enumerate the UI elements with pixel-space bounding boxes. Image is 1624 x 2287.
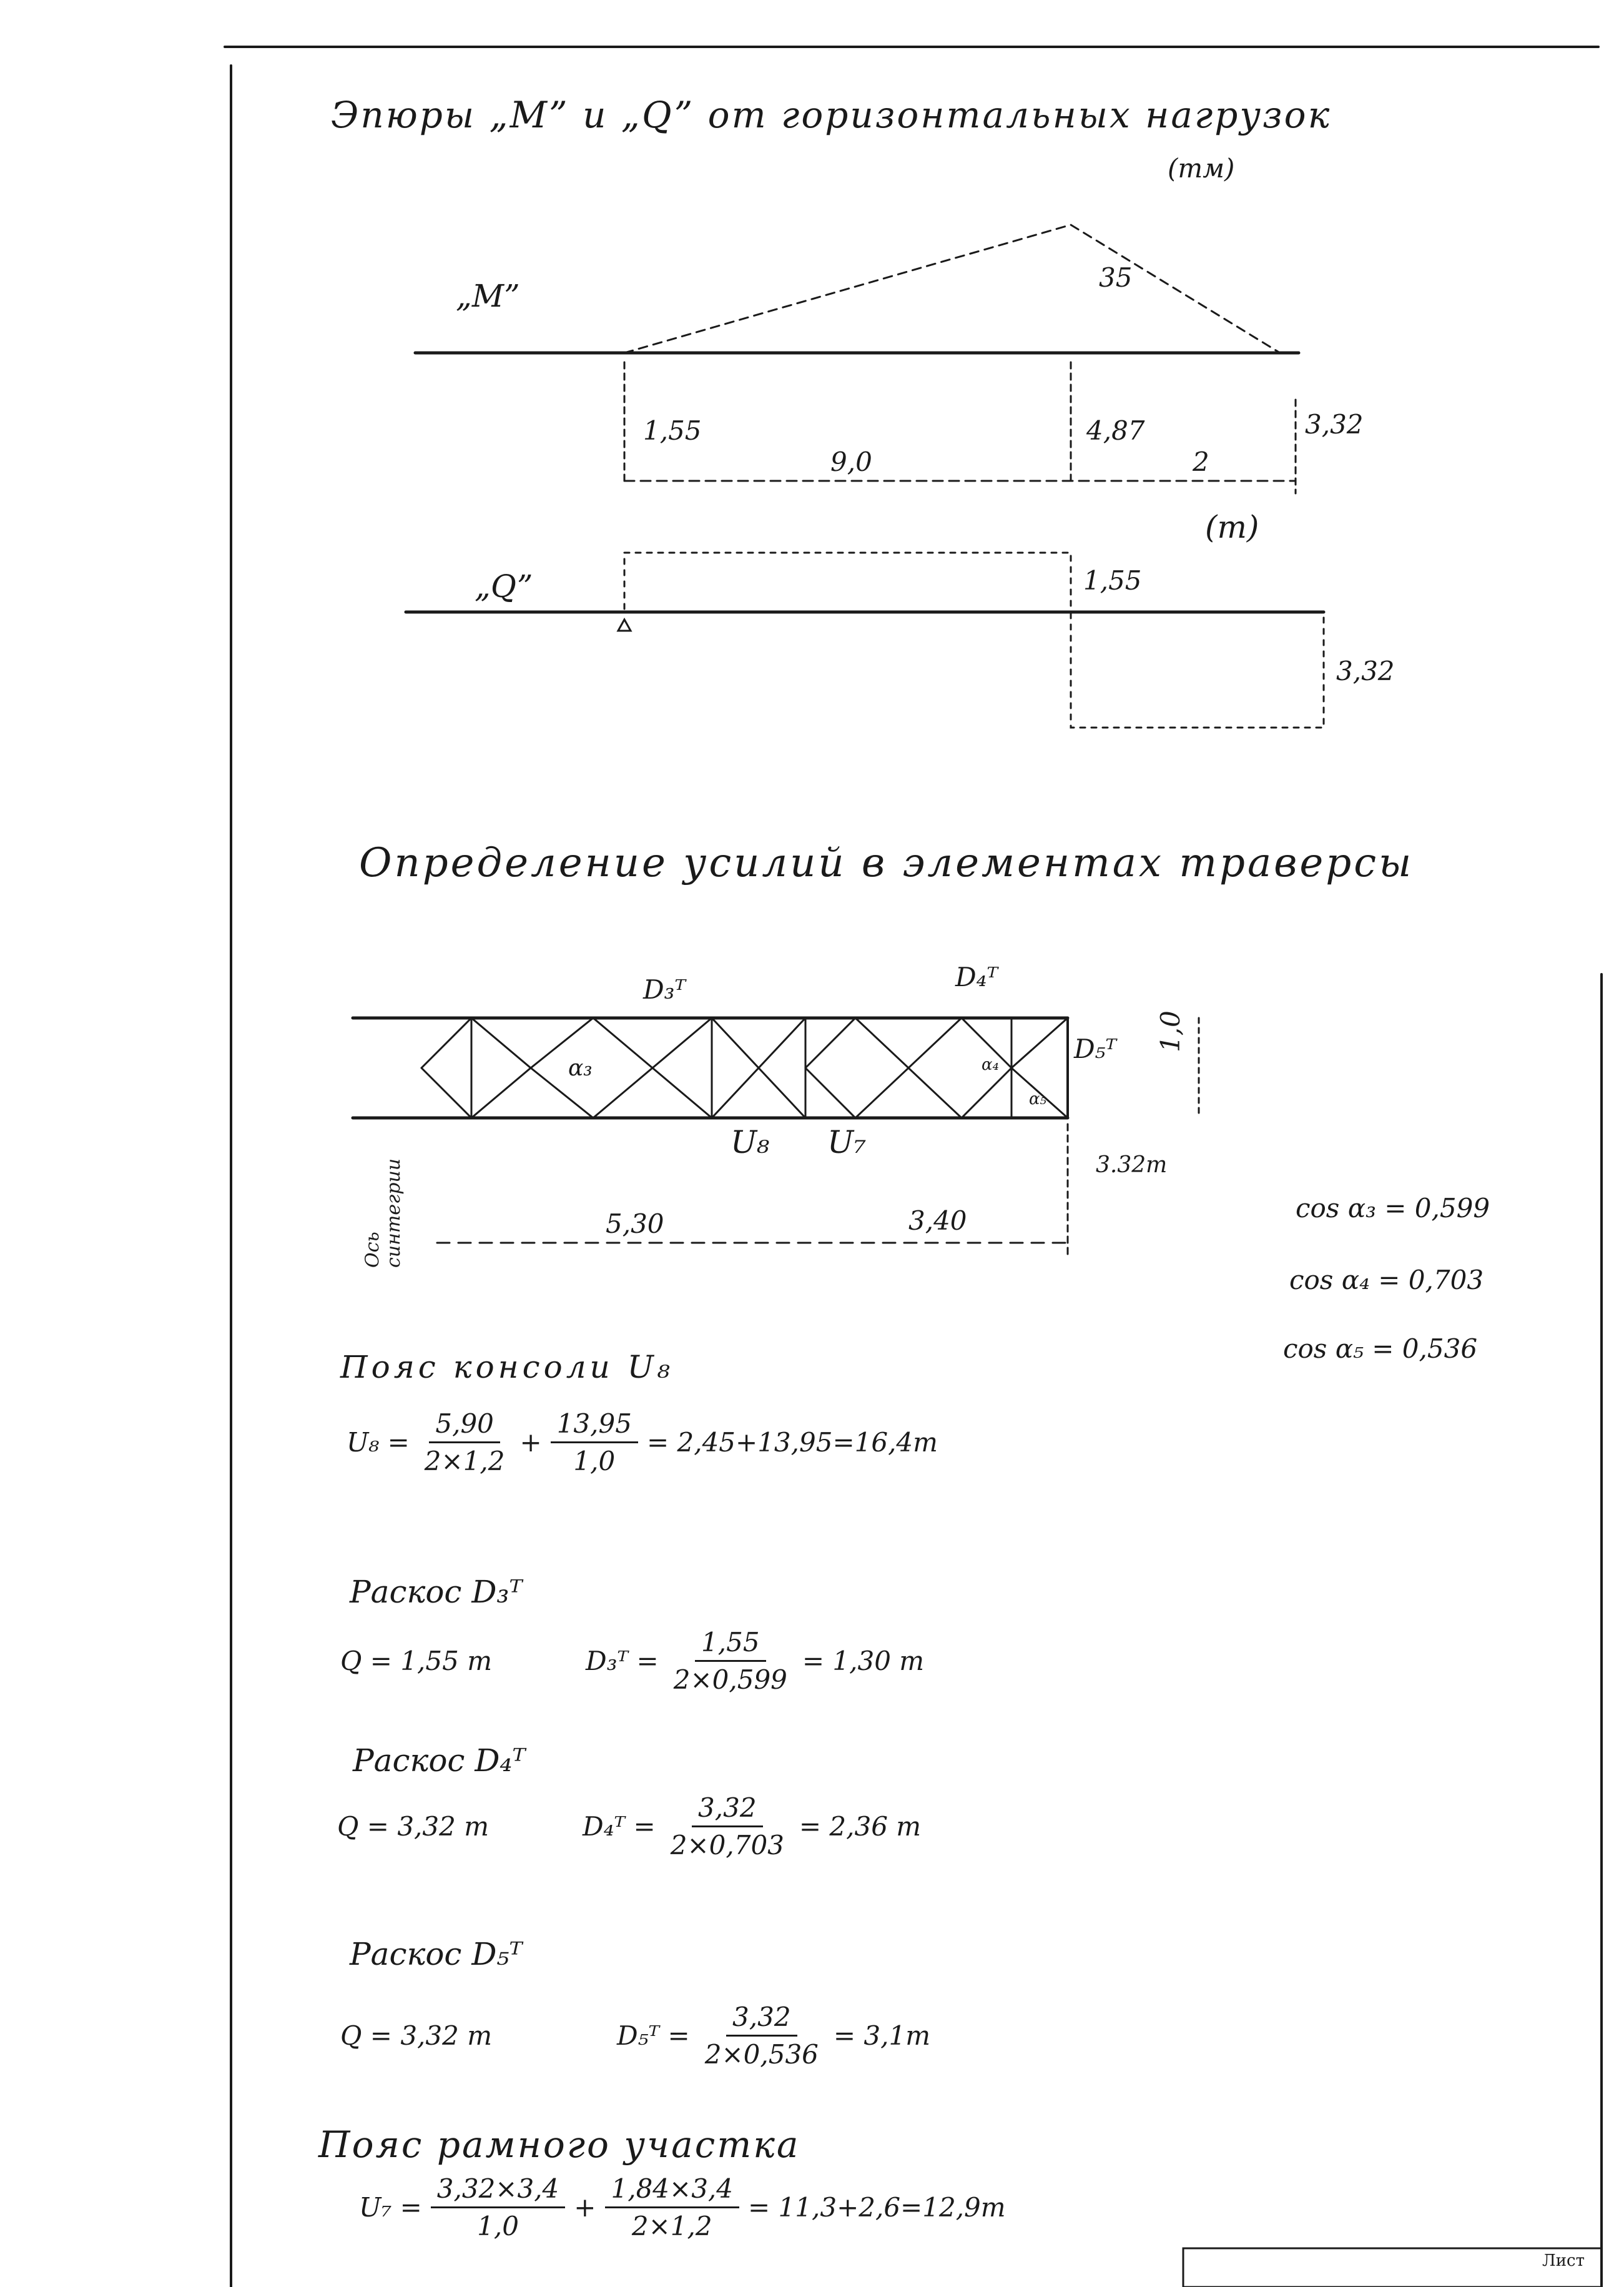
truss-dim-2: 3,40 xyxy=(908,1205,967,1236)
d4-result: = 2,36 т xyxy=(799,1811,922,1842)
support-icon xyxy=(618,620,631,631)
shear-block-2 xyxy=(1071,612,1324,728)
truss-height: 1,0 xyxy=(1155,1010,1186,1052)
shear-block-1 xyxy=(624,553,1071,612)
moment-label: „M” xyxy=(456,278,520,314)
truss-label-u7: U₇ xyxy=(827,1124,867,1160)
truss-label-a5: α₅ xyxy=(1029,1090,1046,1109)
u7-result: = 11,3+2,6=12,9т xyxy=(748,2192,1006,2223)
shear-value-1: 1,55 xyxy=(1083,565,1142,596)
truss-label-u8: U₈ xyxy=(731,1124,770,1160)
u7-fraction-1: $\frac{3,32\times 3,4}{1,0}$ xyxy=(431,2173,566,2241)
d5-q: Q = 3,32 т xyxy=(340,2020,493,2051)
equation-u7 xyxy=(359,2173,1006,2241)
moment-span-short: 2 xyxy=(1193,447,1209,477)
truss-label-d4: D₄ᵀ xyxy=(955,962,998,992)
d3-fraction: $\frac{1,55}{2\times 0,599}$ xyxy=(673,1627,787,1695)
u7-fraction-2: $\frac{1,84\times 3,4}{2\times 1,2}$ xyxy=(605,2173,740,2241)
truss-load: 3.32т xyxy=(1096,1152,1168,1178)
d5-fraction: $\frac{3,32}{2\times 0,536}$ xyxy=(704,2002,819,2070)
sheet-stamp-box xyxy=(1183,2248,1602,2287)
truss-label-d5: D₅ᵀ xyxy=(1074,1034,1117,1064)
heading-u8: Пояс консоли U₈ xyxy=(340,1349,674,1385)
d4-lhs: D₄ᵀ = xyxy=(583,1811,656,1842)
moment-span-long: 9,0 xyxy=(830,447,872,477)
d3-result: = 1,30 т xyxy=(802,1646,925,1676)
cos-alpha-5: cos α₅ = 0,536 xyxy=(1283,1333,1478,1364)
truss-label-a3: α₃ xyxy=(568,1055,593,1081)
equation-d3 xyxy=(340,1627,924,1695)
unit-force: (т) xyxy=(1205,509,1259,545)
moment-left-value: 1,55 xyxy=(643,415,702,446)
d3-lhs: D₃ᵀ = xyxy=(586,1646,659,1676)
title-forces: Определение усилий в элементах траверсы xyxy=(359,840,1414,886)
moment-curve xyxy=(624,225,1280,353)
heading-d5: Раскос D₅ᵀ xyxy=(350,1936,523,1972)
d5-lhs: D₅ᵀ = xyxy=(617,2020,690,2051)
moment-right-value: 3,32 xyxy=(1305,409,1364,440)
cos-alpha-3: cos α₃ = 0,599 xyxy=(1296,1193,1490,1223)
truss-label-d3: D₃ᵀ xyxy=(643,974,686,1005)
unit-moment: (тм) xyxy=(1168,153,1235,184)
u7-plus: + xyxy=(574,2192,596,2223)
heading-d4: Раскос D₄ᵀ xyxy=(353,1742,526,1779)
moment-mid-value: 4,87 xyxy=(1086,415,1145,446)
u8-result: = 2,45+13,95=16,4т xyxy=(646,1427,938,1458)
d5-result: = 3,1т xyxy=(833,2020,931,2051)
u8-fraction-2: $\frac{13,95}{1,0}$ xyxy=(551,1408,638,1476)
sheet-label: Лист xyxy=(1542,2251,1585,2270)
u7-lhs: U₇ = xyxy=(359,2192,422,2223)
cos-alpha-4: cos α₄ = 0,703 xyxy=(1289,1265,1484,1295)
moment-peak-value: 35 xyxy=(1099,262,1133,293)
truss-label-a4: α₄ xyxy=(982,1055,999,1074)
shear-value-2: 3,32 xyxy=(1336,656,1395,686)
heading-u7: Пояс рамного участка xyxy=(318,2123,800,2166)
equation-d4 xyxy=(337,1792,921,1860)
d4-q: Q = 3,32 т xyxy=(337,1811,490,1842)
truss-dim-1: 5,30 xyxy=(606,1208,664,1239)
u8-fraction-1: $\frac{5,90}{2\times 1,2}$ xyxy=(424,1408,505,1476)
d3-q: Q = 1,55 т xyxy=(340,1646,493,1676)
heading-d3: Раскос D₃ᵀ xyxy=(350,1574,523,1610)
shear-label: „Q” xyxy=(475,568,533,605)
equation-d5 xyxy=(340,2002,930,2070)
d4-fraction: $\frac{3,32}{2\times 0,703}$ xyxy=(670,1792,784,1860)
title-epures: Эпюры „M” и „Q” от горизонтальных нагрузок xyxy=(331,94,1332,136)
equation-u8 xyxy=(347,1408,938,1476)
u8-lhs: U₈ = xyxy=(347,1427,410,1458)
truss-axis-label: Ось синтегрии xyxy=(362,1158,405,1268)
u8-plus: + xyxy=(519,1427,542,1458)
truss-drawing xyxy=(353,1018,1068,1118)
